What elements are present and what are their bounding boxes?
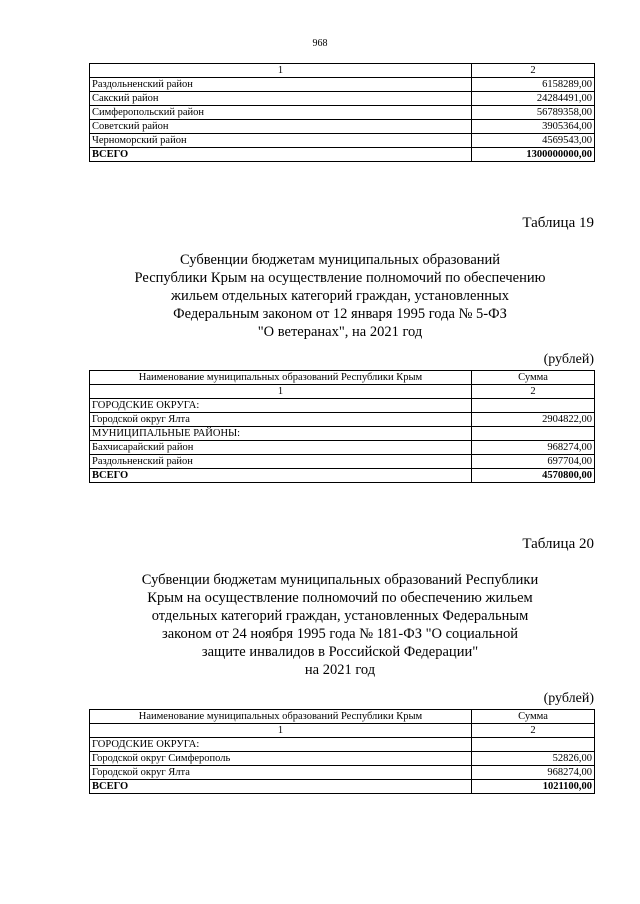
row-name: Городской округ Симферополь xyxy=(90,752,472,766)
title-line: Федеральным законом от 12 января 1995 года № 5-ФЗ xyxy=(173,306,507,322)
table-row xyxy=(90,413,595,427)
column-number-2: 2 xyxy=(472,64,595,78)
table-row xyxy=(90,134,595,148)
continued-table xyxy=(89,63,595,162)
title-line: защите инвалидов в Российской Федерации" xyxy=(201,644,479,660)
row-amount: 968274,00 xyxy=(472,766,595,780)
total-row xyxy=(90,148,595,162)
table-row xyxy=(90,441,595,455)
column-number-2: 2 xyxy=(472,385,595,399)
table-header-row xyxy=(90,64,595,78)
table-19-title xyxy=(60,251,620,341)
row-name: Советский район xyxy=(90,120,472,134)
title-line: жильем отдельных категорий граждан, установленных xyxy=(171,288,509,304)
table-20-label: Таблица 20 xyxy=(522,536,594,552)
row-amount: 24284491,00 xyxy=(472,92,595,106)
total-amount: 1300000000,00 xyxy=(472,148,595,162)
column-header-sum: Сумма xyxy=(472,371,595,385)
title-line: на 2021 год xyxy=(304,662,376,678)
empty-cell xyxy=(472,399,595,413)
column-header-name: Наименование муниципальных образований Республики Крым xyxy=(90,710,472,724)
column-numbers-row xyxy=(90,385,595,399)
title-line: Субвенции бюджетам муниципальных образований xyxy=(179,252,501,268)
table-20 xyxy=(89,709,595,794)
section-label: ГОРОДСКИЕ ОКРУГА: xyxy=(90,399,472,413)
row-amount: 52826,00 xyxy=(472,752,595,766)
column-number-2: 2 xyxy=(472,724,595,738)
section-label: МУНИЦИПАЛЬНЫЕ РАЙОНЫ: xyxy=(90,427,472,441)
table-19-label: Таблица 19 xyxy=(522,215,594,231)
title-line: Субвенции бюджетам муниципальных образований Республики xyxy=(141,572,539,588)
table-19 xyxy=(89,370,595,483)
table-row xyxy=(90,120,595,134)
column-numbers-row xyxy=(90,724,595,738)
column-header-name: Наименование муниципальных образований Республики Крым xyxy=(90,371,472,385)
title-line: отдельных категорий граждан, установленных Федеральным xyxy=(151,608,529,624)
title-line: Крым на осуществление полномочий по обеспечению жильем xyxy=(147,590,533,606)
page-number: 968 xyxy=(312,38,328,49)
row-name: Раздольненский район xyxy=(90,455,472,469)
row-name: Черноморский район xyxy=(90,134,472,148)
table-header-row xyxy=(90,371,595,385)
row-amount: 3905364,00 xyxy=(472,120,595,134)
table-row xyxy=(90,78,595,92)
column-number-1: 1 xyxy=(90,385,472,399)
total-label: ВСЕГО xyxy=(90,780,472,794)
empty-cell xyxy=(472,738,595,752)
row-name: Городской округ Ялта xyxy=(90,413,472,427)
total-label: ВСЕГО xyxy=(90,469,472,483)
row-amount: 697704,00 xyxy=(472,455,595,469)
row-name: Городской округ Ялта xyxy=(90,766,472,780)
section-row xyxy=(90,399,595,413)
section-label: ГОРОДСКИЕ ОКРУГА: xyxy=(90,738,472,752)
title-line: законом от 24 ноября 1995 года № 181-ФЗ "О социальной xyxy=(162,626,518,642)
table-row xyxy=(90,752,595,766)
row-amount: 6158289,00 xyxy=(472,78,595,92)
table-row xyxy=(90,766,595,780)
table-row xyxy=(90,106,595,120)
section-row xyxy=(90,738,595,752)
table-row xyxy=(90,92,595,106)
row-name: Симферопольский район xyxy=(90,106,472,120)
table-header-row xyxy=(90,710,595,724)
empty-cell xyxy=(472,427,595,441)
total-label: ВСЕГО xyxy=(90,148,472,162)
table-19-units: (рублей) xyxy=(543,352,594,367)
row-amount: 4569543,00 xyxy=(472,134,595,148)
row-name: Бахчисарайский район xyxy=(90,441,472,455)
total-row xyxy=(90,780,595,794)
column-number-1: 1 xyxy=(90,64,472,78)
title-line: "О ветеранах", на 2021 год xyxy=(257,324,423,340)
table-row xyxy=(90,455,595,469)
row-amount: 56789358,00 xyxy=(472,106,595,120)
total-amount: 1021100,00 xyxy=(472,780,595,794)
total-row xyxy=(90,469,595,483)
table-20-title xyxy=(60,571,620,679)
column-number-1: 1 xyxy=(90,724,472,738)
section-row xyxy=(90,427,595,441)
total-amount: 4570800,00 xyxy=(472,469,595,483)
row-name: Сакский район xyxy=(90,92,472,106)
title-line: Республики Крым на осуществление полномочий по обеспечению xyxy=(134,270,546,286)
row-name: Раздольненский район xyxy=(90,78,472,92)
column-header-sum: Сумма xyxy=(472,710,595,724)
table-20-units: (рублей) xyxy=(543,691,594,706)
row-amount: 968274,00 xyxy=(472,441,595,455)
row-amount: 2904822,00 xyxy=(472,413,595,427)
